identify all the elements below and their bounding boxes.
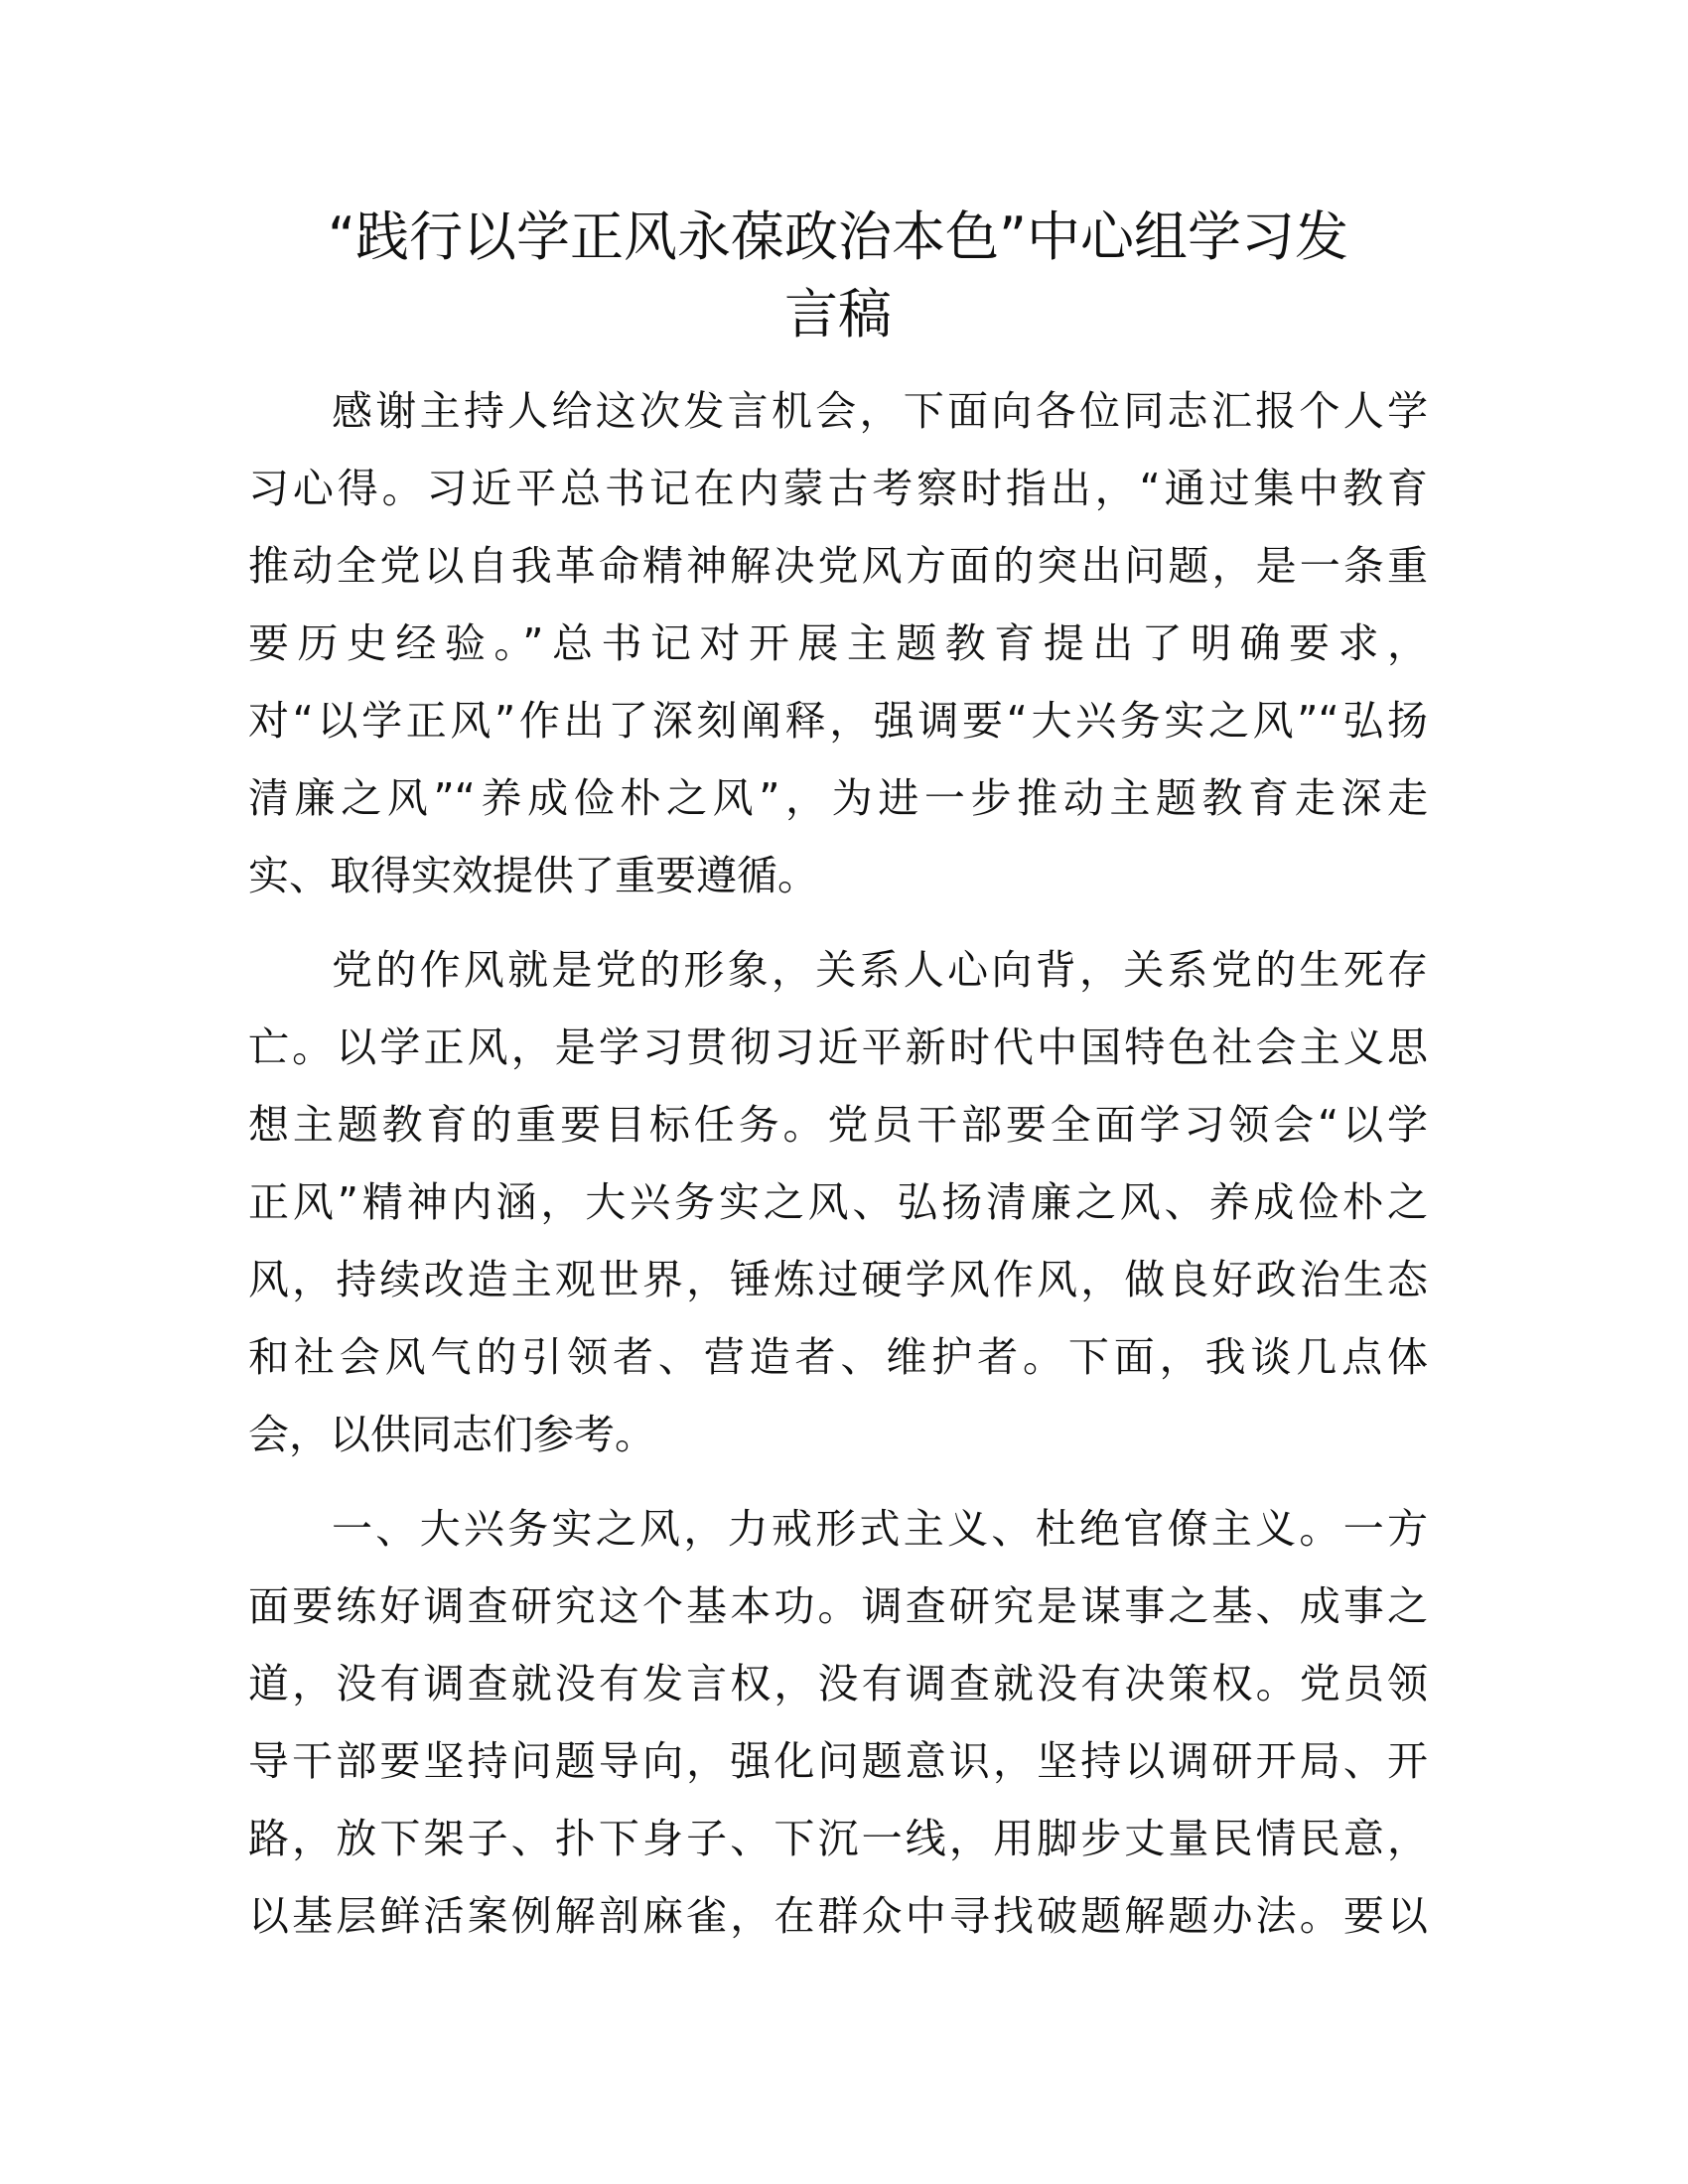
document-title [248,199,1428,353]
title-line: 言稿 [784,283,892,345]
paragraph-line: 对“以学正风”作出了深刻阐释，强调要“大兴务实之风”“弘扬 [248,697,1428,745]
paragraph-line: 推动全党以自我革命精神解决党风方面的突出问题，是一条重 [248,542,1428,590]
paragraph-line: 党的作风就是党的形象，关系人心向背，关系党的生死存 [332,946,1428,994]
paragraph-line: 要历史经验。”总书记对开展主题教育提出了明确要求， [248,619,1428,667]
paragraph-line: 会，以供同志们参考。 [248,1411,655,1458]
paragraph-line: 导干部要坚持问题导向，强化问题意识，坚持以调研开局、开 [248,1737,1428,1785]
paragraph-line: 亡。以学正风，是学习贯彻习近平新时代中国特色社会主义思 [248,1024,1428,1071]
paragraph-line: 道，没有调查就没有发言权，没有调查就没有决策权。党员领 [248,1660,1428,1707]
paragraph-line: 正风”精神内涵，大兴务实之风、弘扬清廉之风、养成俭朴之 [248,1178,1428,1226]
paragraph-line: 以基层鲜活案例解剖麻雀，在群众中寻找破题解题办法。要以 [248,1892,1428,1940]
title-line: “践行以学正风永葆政治本色”中心组学习发 [328,205,1348,268]
paragraph-line: 实、取得实效提供了重要遵循。 [248,852,818,899]
paragraph [248,931,1428,1473]
paragraph [248,1490,1428,1955]
paragraph-line: 清廉之风”“养成俭朴之风”，为进一步推动主题教育走深走 [248,774,1428,822]
paragraph-line: 感谢主持人给这次发言机会，下面向各位同志汇报个人学 [332,387,1428,435]
paragraph-line: 习心得。习近平总书记在内蒙古考察时指出，“通过集中教育 [248,465,1428,512]
document-body [248,372,1428,1955]
document-page [248,199,1428,1972]
paragraph-line: 风，持续改造主观世界，锤炼过硬学风作风，做良好政治生态 [248,1256,1428,1303]
paragraph-line: 路，放下架子、扑下身子、下沉一线，用脚步丈量民情民意， [248,1815,1428,1862]
paragraph-line: 和社会风气的引领者、营造者、维护者。下面，我谈几点体 [248,1333,1428,1381]
paragraph-line: 一、大兴务实之风，力戒形式主义、杜绝官僚主义。一方 [332,1505,1428,1553]
paragraph [248,372,1428,914]
paragraph-line: 想主题教育的重要目标任务。党员干部要全面学习领会“以学 [248,1101,1428,1149]
paragraph-line: 面要练好调查研究这个基本功。调查研究是谋事之基、成事之 [248,1582,1428,1630]
